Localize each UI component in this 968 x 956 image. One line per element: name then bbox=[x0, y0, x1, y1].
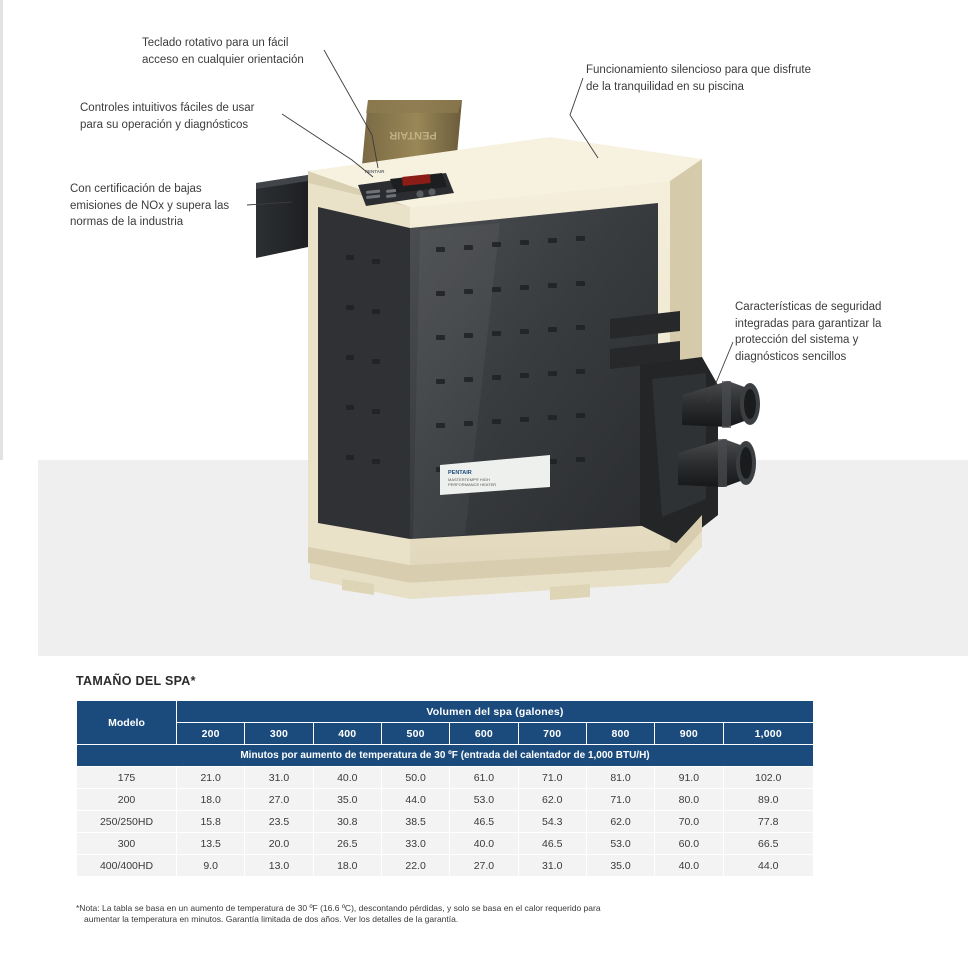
table-header-model: Modelo bbox=[77, 701, 177, 745]
cell-300-700: 46.5 bbox=[518, 833, 586, 855]
callout-intuitive-controls: Controles intuitivos fáciles de usar para su operación y diagnósticos bbox=[80, 102, 255, 131]
row-model-175: 175 bbox=[77, 767, 177, 789]
cell-250-900: 70.0 bbox=[655, 811, 723, 833]
table-subheader: Minutos por aumento de temperatura de 30 ºF (entrada del calentador de 1,000 BTU/H) bbox=[77, 745, 814, 767]
table-col-200: 200 bbox=[177, 723, 245, 745]
cell-250-200: 15.8 bbox=[177, 811, 245, 833]
svg-text:PENTAIR: PENTAIR bbox=[448, 470, 472, 476]
callout-rotating-keypad: Teclado rotativo para un fácil acceso en cualquier orientación bbox=[142, 37, 304, 66]
cell-175-800: 81.0 bbox=[586, 767, 654, 789]
svg-text:MASTERTEMP® HIGH: MASTERTEMP® HIGH bbox=[448, 477, 490, 482]
cell-300-1000: 66.5 bbox=[723, 833, 814, 855]
table-header-volume-group: Volumen del spa (galones) bbox=[177, 701, 814, 723]
cell-200-1000: 89.0 bbox=[723, 789, 814, 811]
cell-250-600: 46.5 bbox=[450, 811, 518, 833]
table-col-700: 700 bbox=[518, 723, 586, 745]
cell-300-300: 20.0 bbox=[245, 833, 313, 855]
cell-300-800: 53.0 bbox=[586, 833, 654, 855]
cell-400-600: 27.0 bbox=[450, 855, 518, 877]
cell-250-500: 38.5 bbox=[381, 811, 449, 833]
cell-175-1000: 102.0 bbox=[723, 767, 814, 789]
cell-300-900: 60.0 bbox=[655, 833, 723, 855]
table-col-400: 400 bbox=[313, 723, 381, 745]
table-header-row-volumes bbox=[77, 723, 814, 745]
cell-200-600: 53.0 bbox=[450, 789, 518, 811]
svg-text:PENTAIR: PENTAIR bbox=[365, 169, 385, 174]
cell-300-200: 13.5 bbox=[177, 833, 245, 855]
footnote-line-2: aumentar la temperatura en minutos. Garantía limitada de dos años. Ver los detalles de la garantía. bbox=[84, 914, 459, 925]
cell-250-800: 62.0 bbox=[586, 811, 654, 833]
table-col-1000: 1,000 bbox=[723, 723, 814, 745]
cell-250-300: 23.5 bbox=[245, 811, 313, 833]
row-model-300: 300 bbox=[77, 833, 177, 855]
cell-175-500: 50.0 bbox=[381, 767, 449, 789]
cell-175-900: 91.0 bbox=[655, 767, 723, 789]
cell-175-400: 40.0 bbox=[313, 767, 381, 789]
cell-400-700: 31.0 bbox=[518, 855, 586, 877]
row-model-400: 400/400HD bbox=[77, 855, 177, 877]
cell-200-900: 80.0 bbox=[655, 789, 723, 811]
cell-200-200: 18.0 bbox=[177, 789, 245, 811]
cell-400-300: 13.0 bbox=[245, 855, 313, 877]
cell-400-800: 35.0 bbox=[586, 855, 654, 877]
table-col-800: 800 bbox=[586, 723, 654, 745]
cell-200-700: 62.0 bbox=[518, 789, 586, 811]
footnote-line-1: *Nota: La tabla se basa en un aumento de temperatura de 30 ºF (16.6 ºC), descontando pérdidas, y solo se basa en el calor requerido para bbox=[76, 903, 601, 913]
row-model-200: 200 bbox=[77, 789, 177, 811]
cell-400-400: 18.0 bbox=[313, 855, 381, 877]
table-row bbox=[77, 855, 814, 877]
cell-400-200: 9.0 bbox=[177, 855, 245, 877]
callout-safety-features: Características de seguridad integradas para garantizar la protección del sistema y diagnósticos sencillos bbox=[735, 301, 882, 364]
svg-text:PERFORMANCE HEATER: PERFORMANCE HEATER bbox=[448, 482, 497, 487]
callout-low-nox: Con certificación de bajas emisiones de NOx y supera las normas de la industria bbox=[70, 183, 230, 229]
cell-300-500: 33.0 bbox=[381, 833, 449, 855]
table-row bbox=[77, 811, 814, 833]
cell-175-700: 71.0 bbox=[518, 767, 586, 789]
cell-300-600: 40.0 bbox=[450, 833, 518, 855]
cell-250-400: 30.8 bbox=[313, 811, 381, 833]
table-subheader-row bbox=[77, 745, 814, 767]
cell-175-200: 21.0 bbox=[177, 767, 245, 789]
table-footnote bbox=[76, 903, 716, 926]
table-header-row-group bbox=[77, 701, 814, 723]
cell-200-300: 27.0 bbox=[245, 789, 313, 811]
table-col-600: 600 bbox=[450, 723, 518, 745]
cell-200-800: 71.0 bbox=[586, 789, 654, 811]
cell-250-1000: 77.8 bbox=[723, 811, 814, 833]
table-col-500: 500 bbox=[381, 723, 449, 745]
table-col-900: 900 bbox=[655, 723, 723, 745]
cell-200-400: 35.0 bbox=[313, 789, 381, 811]
table-row bbox=[77, 833, 814, 855]
spa-size-table bbox=[76, 700, 814, 877]
cell-400-500: 22.0 bbox=[381, 855, 449, 877]
table-row bbox=[77, 789, 814, 811]
svg-text:PENTAIR: PENTAIR bbox=[389, 129, 437, 141]
cell-200-500: 44.0 bbox=[381, 789, 449, 811]
cell-400-1000: 44.0 bbox=[723, 855, 814, 877]
cell-400-900: 40.0 bbox=[655, 855, 723, 877]
cell-175-600: 61.0 bbox=[450, 767, 518, 789]
cell-175-300: 31.0 bbox=[245, 767, 313, 789]
table-row bbox=[77, 767, 814, 789]
cell-300-400: 26.5 bbox=[313, 833, 381, 855]
table-title: TAMAÑO DEL SPA* bbox=[76, 674, 196, 688]
row-model-250: 250/250HD bbox=[77, 811, 177, 833]
callout-quiet-operation: Funcionamiento silencioso para que disfrute de la tranquilidad en su piscina bbox=[586, 64, 812, 93]
table-col-300: 300 bbox=[245, 723, 313, 745]
cell-250-700: 54.3 bbox=[518, 811, 586, 833]
